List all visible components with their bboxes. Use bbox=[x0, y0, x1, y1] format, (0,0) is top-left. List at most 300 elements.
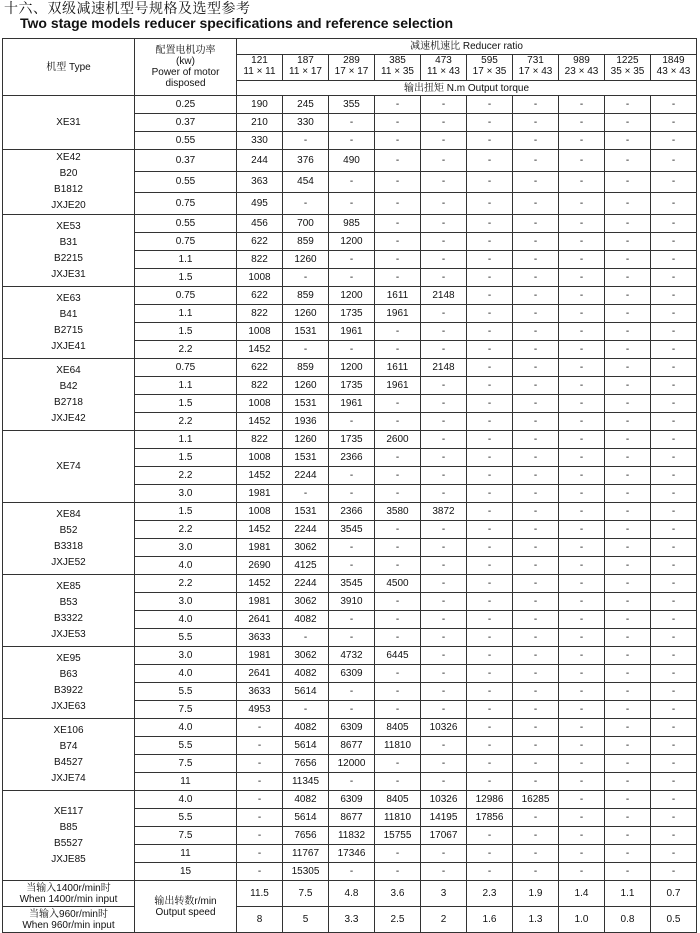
torque-cell: - bbox=[605, 719, 651, 737]
model-name: B52 bbox=[59, 524, 78, 536]
torque-cell: - bbox=[559, 449, 605, 467]
torque-cell: - bbox=[329, 485, 375, 503]
torque-cell: - bbox=[559, 150, 605, 172]
torque-cell: 11810 bbox=[375, 737, 421, 755]
torque-cell: - bbox=[467, 467, 513, 485]
torque-cell: - bbox=[605, 171, 651, 193]
torque-cell: - bbox=[651, 287, 697, 305]
torque-cell: - bbox=[605, 755, 651, 773]
power-cell: 2.2 bbox=[135, 575, 237, 593]
torque-cell: - bbox=[375, 773, 421, 791]
model-name: B42 bbox=[59, 380, 78, 392]
power-cell: 1.5 bbox=[135, 269, 237, 287]
torque-cell: - bbox=[421, 611, 467, 629]
torque-cell: - bbox=[329, 413, 375, 431]
torque-cell: - bbox=[513, 755, 559, 773]
torque-cell: - bbox=[513, 251, 559, 269]
speed-cell: 2.5 bbox=[375, 907, 421, 933]
output-speed-label bbox=[135, 881, 237, 933]
ratio-header bbox=[421, 55, 467, 81]
torque-cell: - bbox=[559, 132, 605, 150]
power-cell: 5.5 bbox=[135, 737, 237, 755]
torque-cell: - bbox=[421, 557, 467, 575]
torque-cell: - bbox=[605, 683, 651, 701]
torque-cell: - bbox=[605, 395, 651, 413]
torque-cell: - bbox=[375, 701, 421, 719]
torque-cell: - bbox=[467, 171, 513, 193]
ratio-formula: 11 × 35 bbox=[381, 66, 414, 77]
model-cell bbox=[3, 575, 135, 647]
torque-cell: - bbox=[375, 521, 421, 539]
torque-cell: - bbox=[513, 467, 559, 485]
power-cell: 2.2 bbox=[135, 521, 237, 539]
torque-cell: - bbox=[375, 171, 421, 193]
ratio-value: 731 bbox=[527, 55, 544, 66]
output-speed-text: Output speed bbox=[155, 906, 216, 918]
torque-cell: - bbox=[559, 827, 605, 845]
torque-cell: - bbox=[513, 287, 559, 305]
torque-cell: - bbox=[605, 521, 651, 539]
torque-cell: - bbox=[421, 701, 467, 719]
model-name: B5527 bbox=[54, 837, 83, 849]
torque-cell: - bbox=[467, 341, 513, 359]
torque-cell: - bbox=[651, 395, 697, 413]
model-name: B3922 bbox=[54, 684, 83, 696]
torque-cell: 210 bbox=[237, 114, 283, 132]
torque-cell: - bbox=[375, 323, 421, 341]
torque-cell: - bbox=[375, 629, 421, 647]
table-row bbox=[3, 791, 697, 809]
torque-cell: - bbox=[651, 809, 697, 827]
torque-cell: - bbox=[605, 377, 651, 395]
torque-cell: 10326 bbox=[421, 791, 467, 809]
torque-cell: - bbox=[605, 845, 651, 863]
torque-cell: - bbox=[467, 845, 513, 863]
torque-cell: - bbox=[375, 449, 421, 467]
torque-cell: - bbox=[605, 251, 651, 269]
torque-cell: 16285 bbox=[513, 791, 559, 809]
torque-cell: 7656 bbox=[283, 827, 329, 845]
model-name: JXJE74 bbox=[51, 772, 86, 784]
power-cell: 0.75 bbox=[135, 287, 237, 305]
torque-cell: - bbox=[513, 413, 559, 431]
torque-cell: 8405 bbox=[375, 719, 421, 737]
model-name: B74 bbox=[59, 740, 78, 752]
torque-cell: - bbox=[559, 215, 605, 233]
header-motor-power: 配置电机功率 (kw) Power of motor disposed bbox=[135, 39, 237, 96]
torque-cell: 822 bbox=[237, 251, 283, 269]
ratio-header bbox=[559, 55, 605, 81]
torque-cell: - bbox=[559, 647, 605, 665]
torque-cell: - bbox=[559, 269, 605, 287]
torque-cell: - bbox=[375, 611, 421, 629]
torque-cell: - bbox=[559, 557, 605, 575]
torque-cell: - bbox=[329, 467, 375, 485]
torque-cell: - bbox=[237, 755, 283, 773]
torque-cell: 2244 bbox=[283, 467, 329, 485]
torque-cell: - bbox=[375, 485, 421, 503]
torque-cell: 1981 bbox=[237, 647, 283, 665]
torque-cell: - bbox=[605, 647, 651, 665]
torque-cell: 822 bbox=[237, 305, 283, 323]
torque-cell: - bbox=[375, 114, 421, 132]
table-row bbox=[3, 287, 697, 305]
model-name: JXJE41 bbox=[51, 340, 86, 352]
torque-cell: - bbox=[467, 377, 513, 395]
torque-cell: 245 bbox=[283, 96, 329, 114]
speed-cell: 11.5 bbox=[237, 881, 283, 907]
torque-cell: - bbox=[329, 701, 375, 719]
torque-cell: - bbox=[605, 359, 651, 377]
torque-cell: - bbox=[467, 557, 513, 575]
torque-cell: - bbox=[467, 647, 513, 665]
speed-cell: 1.0 bbox=[559, 907, 605, 933]
torque-cell: - bbox=[283, 193, 329, 215]
torque-cell: - bbox=[513, 593, 559, 611]
torque-cell: 17856 bbox=[467, 809, 513, 827]
torque-cell: - bbox=[329, 132, 375, 150]
model-name: JXJE85 bbox=[51, 853, 86, 865]
input-speed-label bbox=[3, 907, 135, 933]
speed-cell: 0.5 bbox=[651, 907, 697, 933]
torque-cell: 1735 bbox=[329, 377, 375, 395]
power-cell: 1.5 bbox=[135, 323, 237, 341]
torque-cell: - bbox=[651, 193, 697, 215]
torque-cell: - bbox=[605, 215, 651, 233]
model-cell bbox=[3, 503, 135, 575]
torque-cell: - bbox=[651, 323, 697, 341]
torque-cell: - bbox=[467, 114, 513, 132]
torque-cell: - bbox=[513, 701, 559, 719]
ratio-header bbox=[237, 55, 283, 81]
torque-cell: - bbox=[605, 132, 651, 150]
torque-cell: - bbox=[559, 431, 605, 449]
torque-cell: 1008 bbox=[237, 395, 283, 413]
torque-cell: - bbox=[559, 755, 605, 773]
torque-cell: - bbox=[421, 485, 467, 503]
torque-cell: 1008 bbox=[237, 269, 283, 287]
torque-cell: - bbox=[329, 863, 375, 881]
torque-cell: - bbox=[559, 737, 605, 755]
torque-cell: - bbox=[651, 521, 697, 539]
torque-cell: 330 bbox=[237, 132, 283, 150]
model-cell bbox=[3, 791, 135, 881]
torque-cell: - bbox=[513, 845, 559, 863]
torque-cell: - bbox=[605, 863, 651, 881]
torque-cell: - bbox=[513, 171, 559, 193]
table-row bbox=[3, 150, 697, 172]
speed-cell: 0.7 bbox=[651, 881, 697, 907]
torque-cell: - bbox=[651, 305, 697, 323]
torque-cell: - bbox=[513, 827, 559, 845]
torque-cell: - bbox=[329, 193, 375, 215]
torque-cell: - bbox=[605, 96, 651, 114]
torque-cell: - bbox=[237, 827, 283, 845]
torque-cell: 1260 bbox=[283, 431, 329, 449]
power-cell: 1.5 bbox=[135, 449, 237, 467]
torque-cell: - bbox=[329, 773, 375, 791]
model-cell bbox=[3, 431, 135, 503]
torque-cell: - bbox=[421, 341, 467, 359]
torque-cell: - bbox=[559, 467, 605, 485]
input-speed-text: When 960r/min input bbox=[22, 919, 115, 931]
torque-cell: - bbox=[375, 593, 421, 611]
torque-cell: 1452 bbox=[237, 413, 283, 431]
torque-cell: - bbox=[651, 114, 697, 132]
torque-cell: - bbox=[559, 593, 605, 611]
torque-cell: - bbox=[651, 827, 697, 845]
torque-cell: - bbox=[467, 359, 513, 377]
torque-cell: 454 bbox=[283, 171, 329, 193]
torque-cell: 3580 bbox=[375, 503, 421, 521]
torque-cell: - bbox=[421, 593, 467, 611]
torque-cell: 2690 bbox=[237, 557, 283, 575]
torque-cell: 3545 bbox=[329, 521, 375, 539]
torque-cell: 1981 bbox=[237, 485, 283, 503]
ratio-formula: 17 × 35 bbox=[472, 66, 507, 77]
torque-cell: 859 bbox=[283, 233, 329, 251]
torque-cell: 6445 bbox=[375, 647, 421, 665]
torque-cell: 1611 bbox=[375, 359, 421, 377]
torque-cell: - bbox=[467, 575, 513, 593]
torque-cell: - bbox=[329, 683, 375, 701]
torque-cell: - bbox=[513, 431, 559, 449]
torque-cell: - bbox=[467, 737, 513, 755]
torque-cell: - bbox=[559, 96, 605, 114]
torque-cell: - bbox=[329, 171, 375, 193]
torque-cell: - bbox=[559, 521, 605, 539]
torque-cell: - bbox=[513, 809, 559, 827]
torque-cell: - bbox=[559, 114, 605, 132]
torque-cell: - bbox=[605, 593, 651, 611]
torque-cell: - bbox=[605, 809, 651, 827]
power-cell: 0.75 bbox=[135, 193, 237, 215]
torque-cell: - bbox=[421, 737, 467, 755]
output-speed-text: 输出转数r/min bbox=[154, 895, 217, 907]
torque-cell: - bbox=[329, 341, 375, 359]
torque-cell: - bbox=[651, 683, 697, 701]
torque-cell: - bbox=[467, 683, 513, 701]
power-cell: 3.0 bbox=[135, 593, 237, 611]
torque-cell: - bbox=[421, 431, 467, 449]
model-name: B41 bbox=[59, 308, 78, 320]
torque-cell: 8405 bbox=[375, 791, 421, 809]
torque-cell: - bbox=[421, 132, 467, 150]
torque-cell: 4500 bbox=[375, 575, 421, 593]
power-cell: 4.0 bbox=[135, 611, 237, 629]
torque-cell: - bbox=[651, 467, 697, 485]
torque-cell: 1008 bbox=[237, 323, 283, 341]
torque-cell: 456 bbox=[237, 215, 283, 233]
model-name: JXJE53 bbox=[51, 628, 86, 640]
torque-cell: - bbox=[559, 233, 605, 251]
ratio-formula: 43 × 43 bbox=[656, 66, 691, 77]
torque-cell: 17067 bbox=[421, 827, 467, 845]
torque-cell: 5614 bbox=[283, 683, 329, 701]
torque-cell: 1961 bbox=[375, 377, 421, 395]
torque-cell: 1531 bbox=[283, 323, 329, 341]
torque-cell: 6309 bbox=[329, 665, 375, 683]
power-cell: 15 bbox=[135, 863, 237, 881]
header-output-torque: 输出扭矩 N.m Output torque bbox=[237, 81, 697, 96]
torque-cell: 3633 bbox=[237, 629, 283, 647]
torque-cell: - bbox=[559, 413, 605, 431]
power-cell: 2.2 bbox=[135, 413, 237, 431]
torque-cell: - bbox=[467, 193, 513, 215]
model-cell bbox=[3, 719, 135, 791]
torque-cell: - bbox=[559, 323, 605, 341]
torque-cell: - bbox=[559, 809, 605, 827]
torque-cell: - bbox=[605, 737, 651, 755]
model-name: XE74 bbox=[56, 460, 81, 472]
model-name: XE31 bbox=[56, 116, 81, 128]
torque-cell: 622 bbox=[237, 359, 283, 377]
torque-cell: - bbox=[605, 503, 651, 521]
torque-cell: - bbox=[559, 863, 605, 881]
reducer-spec-table bbox=[2, 38, 697, 933]
speed-cell: 1.1 bbox=[605, 881, 651, 907]
torque-cell: 12000 bbox=[329, 755, 375, 773]
torque-cell: - bbox=[237, 773, 283, 791]
torque-cell: - bbox=[651, 719, 697, 737]
ratio-value: 1225 bbox=[616, 55, 639, 66]
torque-cell: - bbox=[421, 575, 467, 593]
torque-cell: 5614 bbox=[283, 737, 329, 755]
torque-cell: - bbox=[375, 96, 421, 114]
ratio-header bbox=[467, 55, 513, 81]
torque-cell: - bbox=[651, 845, 697, 863]
torque-cell: - bbox=[559, 305, 605, 323]
torque-cell: 859 bbox=[283, 287, 329, 305]
torque-cell: - bbox=[559, 171, 605, 193]
torque-cell: 11345 bbox=[283, 773, 329, 791]
model-cell bbox=[3, 287, 135, 359]
torque-cell: - bbox=[467, 521, 513, 539]
torque-cell: 8677 bbox=[329, 809, 375, 827]
torque-cell: - bbox=[513, 132, 559, 150]
torque-cell: - bbox=[651, 665, 697, 683]
torque-cell: - bbox=[559, 773, 605, 791]
model-name: B1812 bbox=[54, 184, 83, 195]
torque-cell: 1452 bbox=[237, 467, 283, 485]
torque-cell: - bbox=[513, 557, 559, 575]
torque-cell: - bbox=[513, 665, 559, 683]
torque-cell: - bbox=[421, 150, 467, 172]
torque-cell: - bbox=[421, 539, 467, 557]
model-name: B63 bbox=[59, 668, 78, 680]
torque-cell: - bbox=[651, 171, 697, 193]
torque-cell: - bbox=[421, 377, 467, 395]
torque-cell: 244 bbox=[237, 150, 283, 172]
torque-cell: - bbox=[513, 683, 559, 701]
ratio-header bbox=[283, 55, 329, 81]
torque-cell: - bbox=[421, 647, 467, 665]
torque-cell: 1961 bbox=[329, 395, 375, 413]
torque-cell: 1008 bbox=[237, 503, 283, 521]
torque-cell: - bbox=[605, 629, 651, 647]
torque-cell: - bbox=[467, 431, 513, 449]
torque-cell: 355 bbox=[329, 96, 375, 114]
ratio-value: 595 bbox=[481, 55, 498, 66]
torque-cell: - bbox=[467, 233, 513, 251]
power-cell: 1.5 bbox=[135, 395, 237, 413]
torque-cell: - bbox=[467, 269, 513, 287]
torque-cell: - bbox=[375, 863, 421, 881]
torque-cell: - bbox=[513, 719, 559, 737]
ratio-header bbox=[513, 55, 559, 81]
torque-cell: - bbox=[651, 377, 697, 395]
torque-cell: - bbox=[467, 132, 513, 150]
torque-cell: - bbox=[651, 431, 697, 449]
torque-cell: - bbox=[559, 193, 605, 215]
header-reducer-ratio: 减速机速比 Reducer ratio bbox=[237, 39, 697, 55]
torque-cell: - bbox=[375, 233, 421, 251]
torque-cell: - bbox=[421, 233, 467, 251]
speed-cell: 4.8 bbox=[329, 881, 375, 907]
ratio-value: 187 bbox=[297, 55, 314, 66]
ratio-value: 385 bbox=[389, 55, 406, 66]
torque-cell: 5614 bbox=[283, 809, 329, 827]
torque-cell: 2148 bbox=[421, 287, 467, 305]
torque-cell: - bbox=[283, 485, 329, 503]
torque-cell: 1981 bbox=[237, 593, 283, 611]
power-cell: 11 bbox=[135, 773, 237, 791]
torque-cell: - bbox=[421, 629, 467, 647]
torque-cell: - bbox=[421, 269, 467, 287]
torque-cell: - bbox=[421, 251, 467, 269]
torque-cell: 8677 bbox=[329, 737, 375, 755]
torque-cell: - bbox=[375, 251, 421, 269]
torque-cell: 17346 bbox=[329, 845, 375, 863]
torque-cell: - bbox=[559, 395, 605, 413]
torque-cell: - bbox=[467, 863, 513, 881]
torque-cell: - bbox=[375, 395, 421, 413]
model-cell bbox=[3, 359, 135, 431]
torque-cell: 622 bbox=[237, 287, 283, 305]
torque-cell: - bbox=[559, 611, 605, 629]
torque-cell: - bbox=[467, 755, 513, 773]
torque-cell: 190 bbox=[237, 96, 283, 114]
torque-cell: - bbox=[283, 269, 329, 287]
torque-cell: - bbox=[467, 96, 513, 114]
model-name: XE106 bbox=[53, 724, 84, 736]
torque-cell: 15305 bbox=[283, 863, 329, 881]
torque-cell: - bbox=[329, 269, 375, 287]
ratio-value: 989 bbox=[573, 55, 590, 66]
torque-cell: - bbox=[237, 737, 283, 755]
torque-cell: - bbox=[651, 150, 697, 172]
torque-cell: - bbox=[605, 773, 651, 791]
model-name: JXJE63 bbox=[51, 700, 86, 712]
torque-cell: - bbox=[651, 233, 697, 251]
torque-cell: - bbox=[605, 305, 651, 323]
torque-cell: - bbox=[467, 413, 513, 431]
torque-cell: 985 bbox=[329, 215, 375, 233]
ratio-value: 1849 bbox=[662, 55, 685, 66]
torque-cell: 859 bbox=[283, 359, 329, 377]
torque-cell: - bbox=[559, 539, 605, 557]
model-name: B53 bbox=[59, 596, 78, 608]
torque-cell: 7656 bbox=[283, 755, 329, 773]
model-cell bbox=[3, 647, 135, 719]
torque-cell: - bbox=[513, 215, 559, 233]
model-name: B2718 bbox=[54, 396, 83, 408]
torque-cell: - bbox=[651, 629, 697, 647]
torque-cell: 1611 bbox=[375, 287, 421, 305]
torque-cell: 11810 bbox=[375, 809, 421, 827]
torque-cell: - bbox=[605, 701, 651, 719]
power-cell: 7.5 bbox=[135, 755, 237, 773]
